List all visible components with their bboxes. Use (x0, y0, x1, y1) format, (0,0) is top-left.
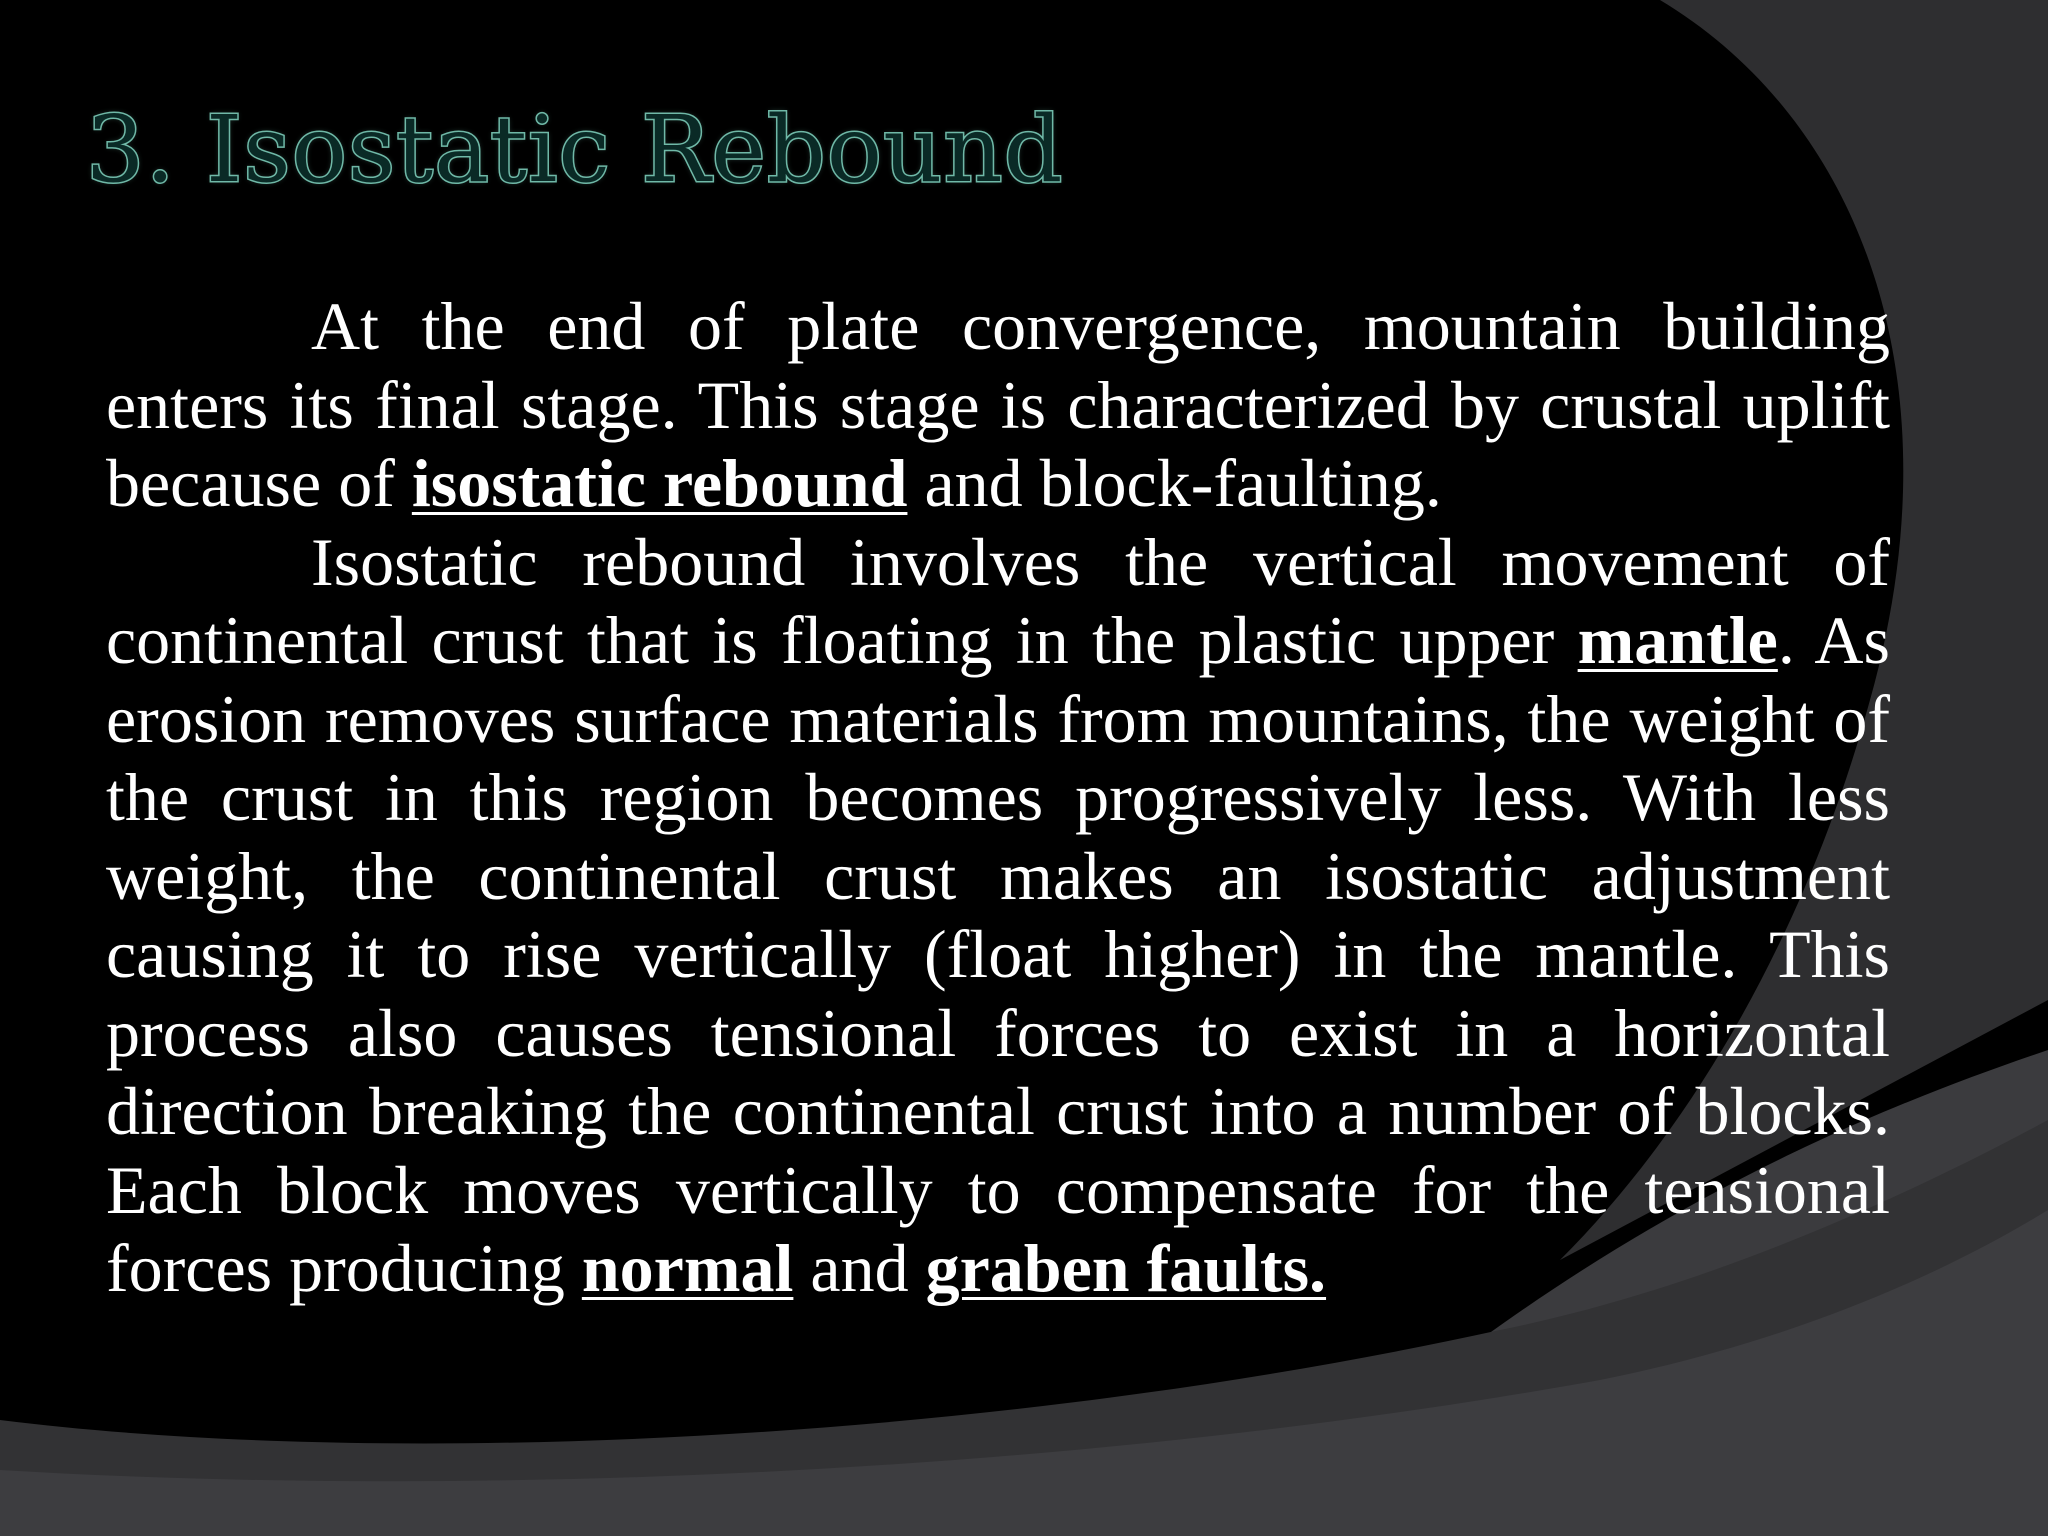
paragraph-2-text-start: Isostatic rebound involves the vertical movement of continental crust that is floating in the plastic upper (106, 523, 1890, 678)
paragraph-1 (106, 287, 1890, 523)
slide-body (106, 287, 1890, 1308)
keyword-isostatic-rebound: isostatic rebound (411, 445, 908, 521)
slide-title: 3. Isostatic Rebound (86, 96, 1064, 203)
paragraph-2 (106, 523, 1890, 1308)
paragraph-2-text-and: and (793, 1230, 926, 1306)
keyword-graben-faults: graben faults. (925, 1230, 1327, 1306)
paragraph-1-text-start: At the end of plate convergence, mountain building enters its final stage. This stage is characterized by crustal uplift because of (106, 288, 1890, 521)
paragraph-1-text-end: and block-faulting. (907, 445, 1442, 521)
keyword-mantle: mantle (1577, 602, 1778, 678)
keyword-normal: normal (581, 1230, 794, 1306)
paragraph-2-text-middle: . As erosion removes surface materials from mountains, the weight of the crust in this region becomes progressively less. With less weight, the continental crust makes an isostatic adjustment causing it to rise vertically (float higher) in the mantle. This process also causes tensional forces to exist in a horizontal direction breaking the continental crust into a number of blocks. Each block moves vertically to compensate for the tensional forces producing (106, 602, 1891, 1306)
